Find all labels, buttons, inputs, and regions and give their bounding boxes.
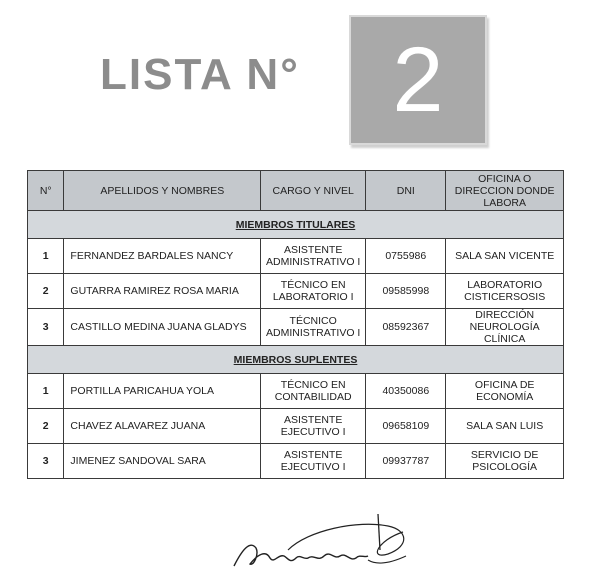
row-number: 1 xyxy=(28,374,64,409)
member-dni: 09937787 xyxy=(366,444,446,479)
list-title: LISTA N° xyxy=(100,50,300,99)
row-number: 3 xyxy=(28,444,64,479)
member-office: LABORATORIO CISTICERSOSIS xyxy=(446,274,564,309)
member-name: PORTILLA PARICAHUA YOLA xyxy=(64,374,261,409)
list-number-box xyxy=(349,15,487,145)
member-name: JIMENEZ SANDOVAL SARA xyxy=(64,444,261,479)
member-dni: 09585998 xyxy=(366,274,446,309)
column-header-dni: DNI xyxy=(366,171,446,211)
member-dni: 0755986 xyxy=(366,239,446,274)
section-header-titulares xyxy=(28,211,564,239)
row-number: 3 xyxy=(28,309,64,346)
table-row xyxy=(28,374,564,409)
column-header-number: N° xyxy=(28,171,64,211)
member-position: TÉCNICO EN LABORATORIO I xyxy=(261,274,366,309)
member-position: ASISTENTE EJECUTIVO I xyxy=(261,444,366,479)
list-number: 2 xyxy=(392,29,444,131)
member-office: OFICINA DE ECONOMÍA xyxy=(446,374,564,409)
member-position: TÉCNICO EN CONTABILIDAD xyxy=(261,374,366,409)
column-header-name: APELLIDOS Y NOMBRES xyxy=(64,171,261,211)
member-name: GUTARRA RAMIREZ ROSA MARIA xyxy=(64,274,261,309)
table-row xyxy=(28,274,564,309)
table-row xyxy=(28,444,564,479)
section-title: MIEMBROS TITULARES xyxy=(28,211,564,239)
member-dni: 09658109 xyxy=(366,409,446,444)
handwritten-signature xyxy=(228,510,418,570)
table-row xyxy=(28,409,564,444)
member-office: SALA SAN VICENTE xyxy=(446,239,564,274)
row-number: 2 xyxy=(28,409,64,444)
column-header-position: CARGO Y NIVEL xyxy=(261,171,366,211)
table-header-row xyxy=(28,171,564,211)
row-number: 1 xyxy=(28,239,64,274)
member-position: TÉCNICO ADMINISTRATIVO I xyxy=(261,309,366,346)
member-name: CASTILLO MEDINA JUANA GLADYS xyxy=(64,309,261,346)
member-name: FERNANDEZ BARDALES NANCY xyxy=(64,239,261,274)
member-position: ASISTENTE ADMINISTRATIVO I xyxy=(261,239,366,274)
column-header-office: OFICINA O DIRECCION DONDE LABORA xyxy=(446,171,564,211)
member-name: CHAVEZ ALAVAREZ JUANA xyxy=(64,409,261,444)
members-table xyxy=(27,170,564,479)
member-dni: 40350086 xyxy=(366,374,446,409)
member-office: SALA SAN LUIS xyxy=(446,409,564,444)
table-row xyxy=(28,239,564,274)
section-title: MIEMBROS SUPLENTES xyxy=(28,346,564,374)
section-header-suplentes xyxy=(28,346,564,374)
member-office: SERVICIO DE PSICOLOGÍA xyxy=(446,444,564,479)
row-number: 2 xyxy=(28,274,64,309)
member-position: ASISTENTE EJECUTIVO I xyxy=(261,409,366,444)
member-office: DIRECCIÓN NEUROLOGÍA CLÍNICA xyxy=(446,309,564,346)
member-dni: 08592367 xyxy=(366,309,446,346)
table-row xyxy=(28,309,564,346)
